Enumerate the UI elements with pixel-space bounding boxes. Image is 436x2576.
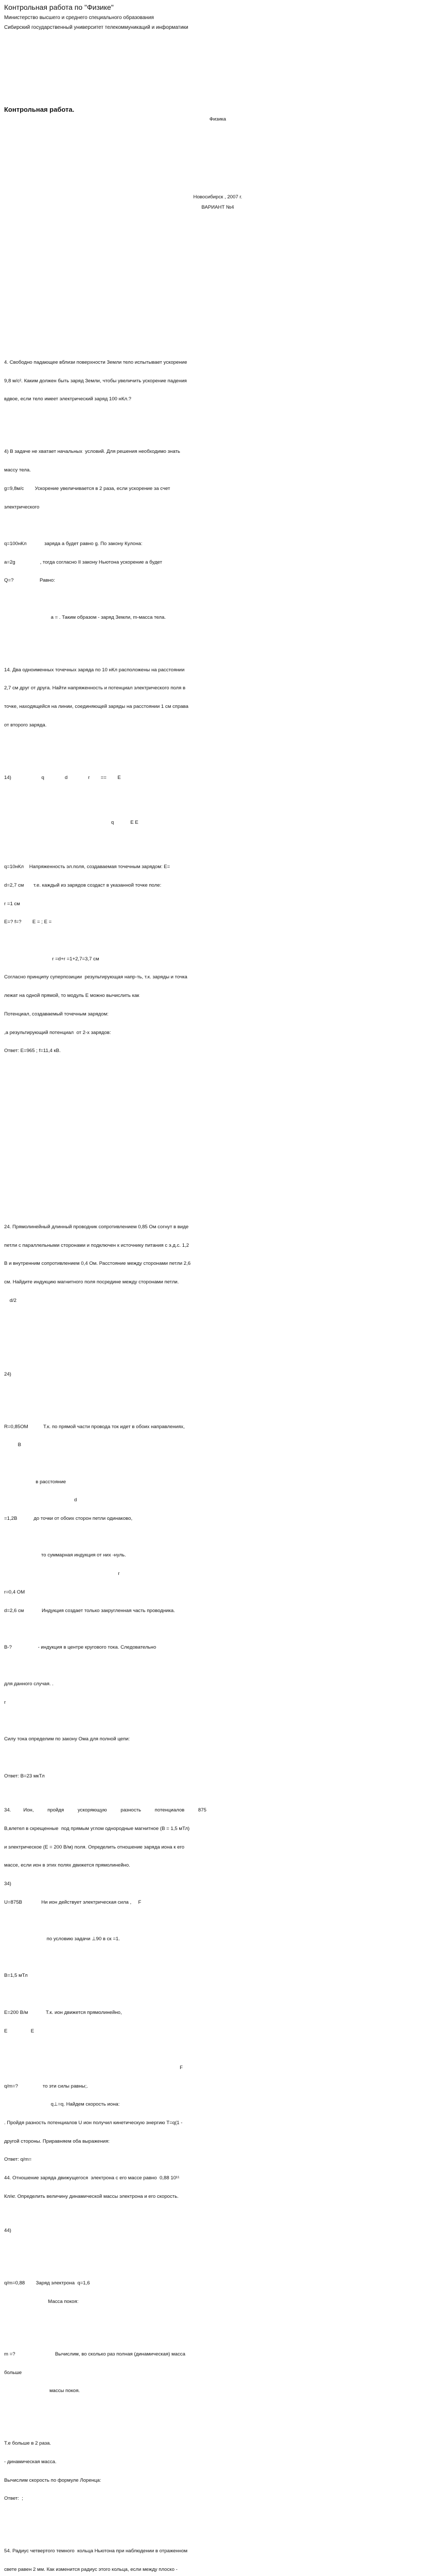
text-line: 34) [4, 1880, 11, 1887]
text-line: B [4, 1442, 22, 1448]
text-line: q/m=0,88 Заряд электрона q=1,6 [4, 2280, 90, 2286]
subject-label: Физика [209, 116, 226, 122]
text-line: r [4, 1571, 120, 1577]
text-line: а=2g , тогда согласно II закону Ньютона ускорение а будет [4, 559, 162, 565]
text-line: а = . Таким образом - заряд Земли, m-масса тела. [4, 614, 166, 620]
text-line: r=0,4 ОМ [4, 1589, 25, 1595]
city-year: Новосибирск , 2007 г. [193, 194, 242, 200]
document-header [4, 2, 188, 32]
text-line: от второго заряда. [4, 722, 47, 728]
text-line: другой стороны. Приравняем оба выражения: [4, 2138, 110, 2144]
text-line: 14) q d r == E [4, 774, 121, 781]
text-line: 9,8 м/с². Каким должен быть заряд Земли, чтобы увеличить ускорение падения [4, 378, 187, 384]
text-line: точке, находящейся на линии, соединяющей заряды на расстоянии 1 см справа [4, 704, 188, 710]
text-line: и электрическое (E = 200 В/м) поля. Определить отношение заряда иона к его [4, 1844, 185, 1850]
text-line: d=2,7 см т.е. каждый из зарядов создаст в указанной точке поле: [4, 882, 162, 888]
text-line: лежат на одной прямой, то модуль E можно вычислить как [4, 993, 139, 999]
text-line: Ответ: B=23 мкТл [4, 1773, 45, 1779]
text-line: Силу тока определим по закону Ома для полной цепи: [4, 1736, 130, 1742]
text-line: Вычислим скорость по формуле Лоренца: [4, 2477, 101, 2483]
text-line: - динамическая масса. [4, 2459, 57, 2465]
text-line: массе, если ион в этих полях движется прямолинейно. [4, 1862, 130, 1869]
text-line: по условию задачи ⊥90 в ск =1. [4, 1936, 120, 1942]
variant-label: ВАРИАНТ №4 [201, 205, 234, 210]
text-line: r =1 см [4, 901, 20, 907]
text-line: q E E [4, 819, 138, 825]
text-line: 4) В задаче не хватает начальных условий. Для решения необходимо знать [4, 449, 180, 455]
text-line: массы покоя. [4, 2388, 80, 2394]
text-line: то суммарная индукция от них -нуль. [4, 1552, 126, 1558]
text-line: d/2 [4, 1297, 16, 1303]
text-line: Ответ: E=965 ; f=11,4 кВ. [4, 1048, 61, 1054]
text-line: вдвое, если тело имеет электрический заряд 100 нКл.? [4, 396, 132, 402]
text-line: петли с параллельными сторонами и подключен к источнику питания с э.д.с. 1,2 [4, 1242, 189, 1248]
document-body [4, 106, 431, 2572]
text-line: ,а результирующий потенциал от 2-х зарядов: [4, 1029, 111, 1036]
text-line: Q=? Равно: [4, 578, 55, 584]
text-line: q=100нКл заряда а будет равно g. По закону Кулона: [4, 540, 143, 547]
text-line: Ответ: ; [4, 2496, 23, 2502]
text-line: 34. Ион, пройдя ускоряющую разность потенциалов 875 [4, 1807, 206, 1814]
text-line: E=? f=? E = ; E = [4, 919, 52, 925]
text-line: B=1,5 мТл [4, 1973, 28, 1979]
text-line: 4. Свободно падающее вблизи поверхности Земли тело испытывает ускорение [4, 360, 187, 365]
text-line: 24) [4, 1371, 11, 1377]
text-line: для данного случая. . [4, 1681, 54, 1687]
text-line: d=2,6 см Индукция создает только закругленная часть проводника. [4, 1607, 175, 1614]
text-line: 54. Радиус четвертого темного кольца Ньютона при наблюдении в отраженном [4, 2548, 188, 2554]
text-line: 44) [4, 2228, 11, 2234]
text-line: m =? Вычислим, во сколько раз полная (динамическая) масса [4, 2351, 185, 2357]
university-line: Сибирский государственный университет телекоммуникаций и информатики [4, 25, 188, 30]
text-line: массу тела. [4, 467, 31, 473]
text-line: Масса покоя: [4, 2298, 79, 2304]
text-line: 2,7 см друг от друга. Найти напряженность и потенциал электрического поля в [4, 685, 186, 691]
text-line: q⊥=q. Найдем скорость иона: [4, 2102, 120, 2108]
text-line: 14. Два одноименных точечных заряда по 10 нКл расположены на расстоянии [4, 667, 185, 673]
text-line: d [4, 1497, 77, 1503]
text-line: F [4, 2064, 183, 2071]
text-line: Т.е больше в 2 раза. [4, 2441, 51, 2447]
text-line: 24. Прямолинейный длинный проводник сопротивлением 0,85 Ом согнут в виде [4, 1224, 189, 1230]
text-line: 44. Отношение заряда движущегося электрона с его массе равно 0,88 10¹¹ [4, 2175, 180, 2181]
text-line: E E [4, 2028, 34, 2034]
text-line: больше [4, 2369, 22, 2376]
text-line: R=0,85ОМ Т.к. по прямой части провода ток идет в обоих направлениях, [4, 1423, 185, 1430]
text-line: В и внутренним сопротивлением 0,4 Ом. Расстояние между сторонами петли 2,6 [4, 1261, 191, 1267]
text-line: В,влетел в скрещенные под прямым углом однородные магнитное (В = 1,5 мТл) [4, 1825, 190, 1832]
text-line: =1,2В до точки от обоих сторон петли одинаково, [4, 1516, 133, 1521]
text-line: свете равен 2 мм. Как изменится радиус этого кольца, если между плоско - [4, 2567, 178, 2572]
text-line: электрического [4, 504, 40, 510]
text-line: . Пройдя разность потенциалов U ион получил кинетическую энергию T=q(1 - [4, 2120, 183, 2126]
text-line: q/m=? то эти силы равны;. [4, 2083, 88, 2089]
text-line: U=875В Ни ион действует электрическая сила , F [4, 1899, 142, 1905]
document-lines [4, 123, 431, 2572]
work-title: Контрольная работа. [4, 106, 75, 113]
text-line: Ответ: q/m= [4, 2157, 32, 2163]
text-line: g=9,8м/с Ускорение увеличивается в 2 раза, если ускорение за счет [4, 485, 170, 492]
text-line: Потенциал, создаваемый точечным зарядом: [4, 1011, 109, 1017]
text-line: E=200 В/м Т.к. ион движется прямолинейно, [4, 2009, 122, 2015]
text-line: см. Найдите индукцию магнитного поля посредине между сторонами петли. [4, 1279, 179, 1285]
ministry-line: Министерство высшего и среднего специального образования [4, 15, 154, 21]
text-line: Согласно принципу суперпозиции результирующая напр-ть, т.к. заряды и точка [4, 974, 187, 980]
text-line: Кл/кг. Определить величину динамической массы электрона и его скорость. [4, 2193, 179, 2199]
text-line: q=10нКл Напряженность эл.поля, создаваемая точечным зарядом: E= [4, 864, 170, 870]
text-line: в расстояние [4, 1479, 66, 1485]
text-line: r =d+r =1+2,7=3,7 см [4, 956, 99, 962]
text-line: B-? - индукция в центре кругового тока. Следовательно [4, 1644, 156, 1650]
text-line: r [4, 1700, 6, 1705]
page-title: Контрольная работа по "Физике" [4, 3, 114, 11]
